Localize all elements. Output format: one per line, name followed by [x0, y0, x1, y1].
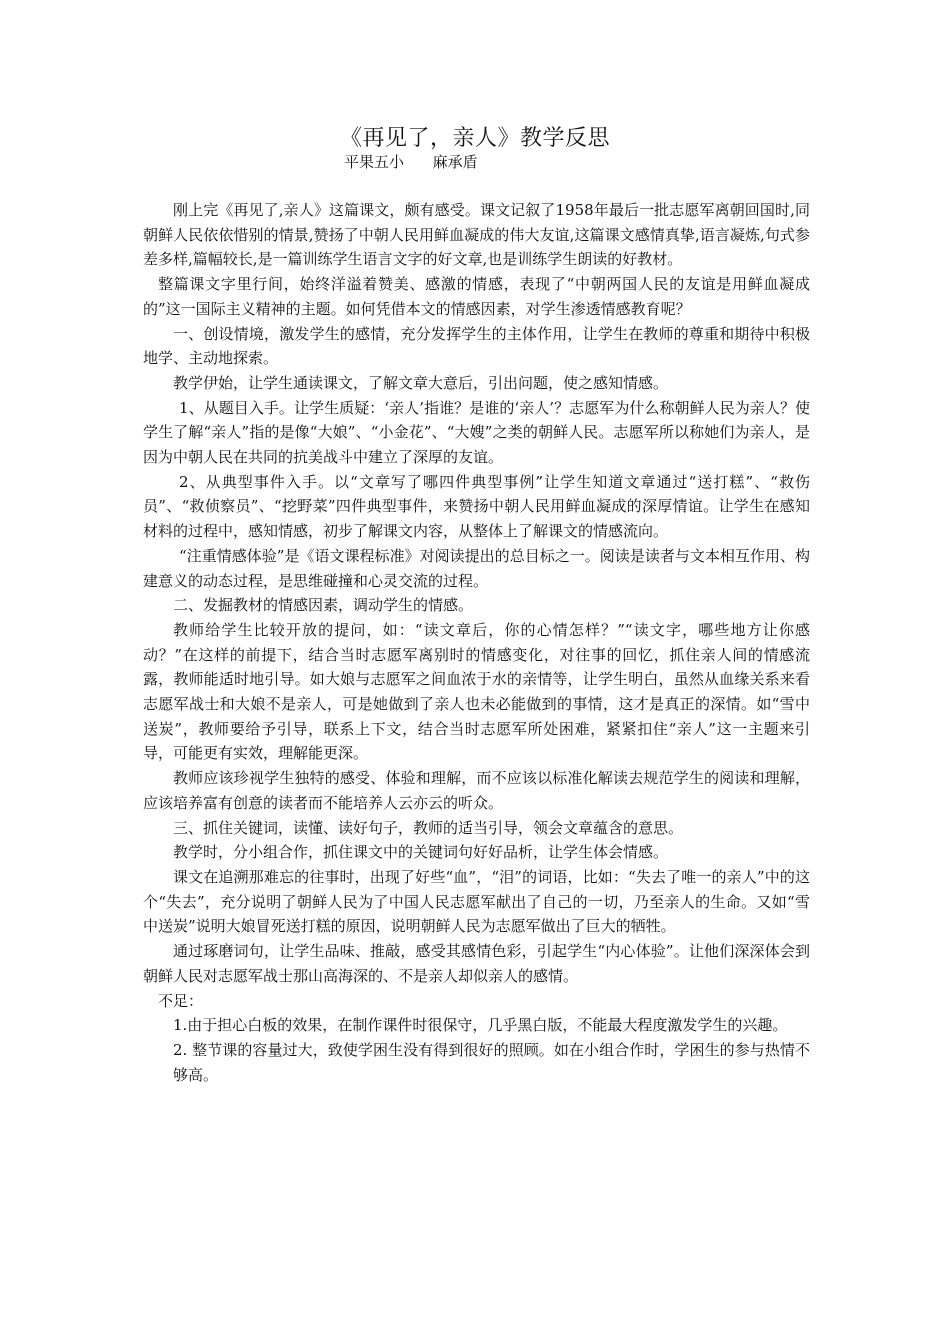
document-body — [143, 198, 810, 1087]
paragraph-group-work: 教学时，分小组合作，抓住课文中的关键词句好好品析，让学生体会情感。 — [173, 843, 669, 862]
paragraph-experience: 通过琢磨词句，让学生品味、推敲，感受其感情色彩，引起学生“内心体验”。让他们深深体会到朝鲜人民对志愿军战士那山高海深的、不是亲人却似亲人的感情。 — [143, 942, 810, 985]
heading-section-1: 一、创设情境，激发学生的感情，充分发挥学生的主体作用，让学生在教师的尊重和期待中积极地学、主动地探索。 — [143, 324, 810, 368]
shortcoming-item-1: 1.由于担心白板的效果，在制作课件时很保守，几乎黑白版，不能最大程度激发学生的兴趣。 — [173, 1016, 788, 1035]
paragraph-intro: 刚上完《再见了,亲人》这篇课文，颇有感受。课文记叙了1958年最后一批志愿军离朝回国时,同朝鲜人民依依惜别的情景,赞扬了中朝人民用鲜血凝成的伟大友谊,这篇课文感情真挚,语言凝炼,句式参差多样,篇幅较长,是一篇训练学生语言文字的好文章,也是训练学生朗读的好教材。 — [143, 201, 810, 269]
paragraph-teacher: 教师应该珍视学生独特的感受、体验和理解，而不应该以标准化解读去规范学生的阅读和理解，应该培养富有创意的读者而不能培养人云亦云的听众。 — [143, 769, 810, 812]
heading-section-3: 三、抓住关键词，读懂、读好句子，教师的适当引导，领会文章蕴含的意思。 — [173, 818, 684, 837]
paragraph-standard: “注重情感体验”是《语文课程标准》对阅读提出的总目标之一。阅读是读者与文本相互作用、构建意义的动态过程，是思维碰撞和心灵交流的过程。 — [143, 546, 810, 590]
shortcoming-item-2: 2. 整节课的容量过大，致使学困生没有得到很好的照顾。如在小组合作时，学困生的参与热情不够高。 — [173, 1040, 810, 1084]
paragraph-opening: 教学伊始，让学生通读课文，了解文章大意后，引出问题，使之感知情感。 — [173, 373, 669, 392]
heading-shortcomings: 不足： — [158, 991, 204, 1010]
document-title: 《再见了，亲人》教学反思 — [339, 126, 610, 151]
author-byline: 平果五小 麻承盾 — [344, 153, 478, 171]
paragraph-questions: 教师给学生比较开放的提问，如：“读文章后，你的心情怎样？”“读文字，哪些地方让你感动？”在这样的前提下，结合当时志愿军离别时的情感变化，对往事的回忆，抓住亲人间的情感流露，教师能适时地引导。如大娘与志愿军之间血浓于水的亲情等，让学生明白，虽然从血缘关系来看志愿军战士和大娘不是亲人，可是她做到了亲人也未必能做到的事情，这才是真正的深情。如“雪中送炭”，教师要给予引导，联系上下文，结合当时志愿军所处困难，紧紧扣住“亲人”这一主题来引导，可能更有实效，理解能更深。 — [143, 620, 810, 763]
paragraph-point-1: 1、从题目入手。让学生质疑：‘亲人’指谁？是谁的‘亲人’？志愿军为什么称朝鲜人民为亲人？使学生了解“亲人”指的是像“大娘”、“小金花”、“大嫂”之类的朝鲜人民。志愿军所以称她们为亲人，是因为中朝人民在共同的抗美战斗中建立了深厚的友谊。 — [143, 398, 810, 467]
heading-section-2: 二、发掘教材的情感因素，调动学生的情感。 — [173, 596, 474, 615]
paragraph-keywords: 课文在追溯那难忘的往事时，出现了好些“血”，“泪”的词语，比如：“失去了唯一的亲人”中的这个“失去”，充分说明了朝鲜人民为了中国人民志愿军献出了自己的一切，乃至亲人的生命。又如“雪中送炭”说明大娘冒死送打糕的原因，说明朝鲜人民为志愿军做出了巨大的牺牲。 — [143, 867, 810, 936]
paragraph-theme: 整篇课文字里行间，始终洋溢着赞美、感激的情感，表现了“中朝两国人民的友谊是用鲜血凝成的”这一国际主义精神的主题。如何凭借本文的情感因素，对学生渗透情感教育呢？ — [143, 275, 810, 318]
paragraph-point-2: 2、从典型事件入手。以“文章写了哪四件典型事例”让学生知道文章通过“送打糕”、“救伤员”、“救侦察员”、“挖野菜”四件典型事件，来赞扬中朝人民用鲜血凝成的深厚情谊。让学生在感知材料的过程中，感知情感，初步了解课文内容，从整体上了解课文的情感流向。 — [143, 472, 810, 541]
